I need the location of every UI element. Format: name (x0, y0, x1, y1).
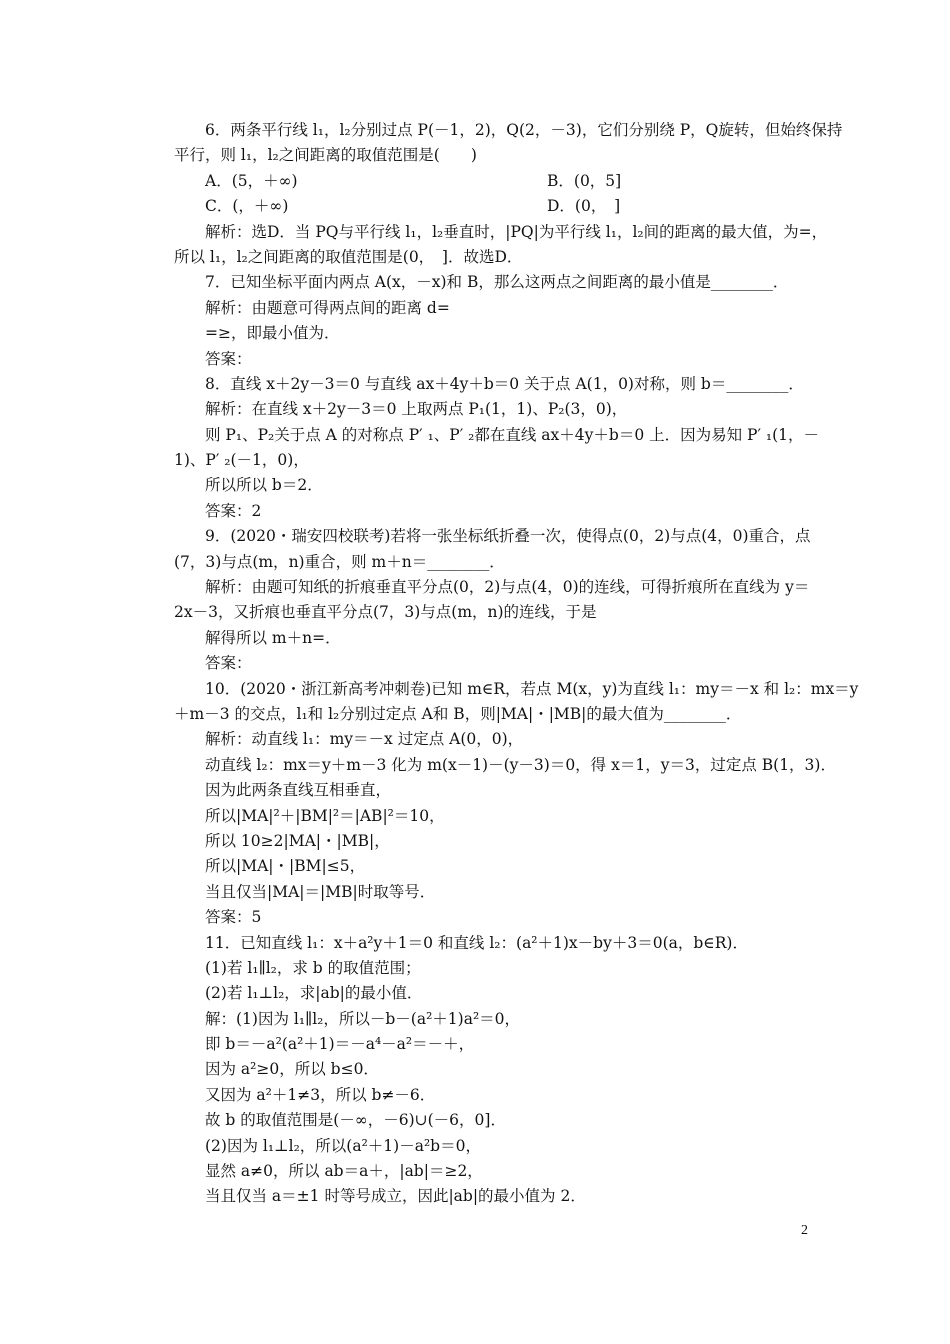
text-line: (2)若 l₁⊥l₂，求|ab|的最小值． (205, 984, 423, 1003)
options-row-cd (174, 194, 814, 219)
text-line: 当且仅当 a＝±1 时等号成立，因此|ab|的最小值为 2． (205, 1187, 586, 1206)
text-line: 所以|MA|・|BM|≤5， (205, 857, 366, 876)
text-line: 答案： (205, 349, 252, 368)
text-line: 所以 10≥2|MA|・|MB|， (205, 831, 390, 850)
text-line: 显然 a≠0，所以 ab＝a＋，|ab|＝≥2， (205, 1162, 483, 1181)
text-line: (1)若 l₁∥l₂，求 b 的取值范围； (205, 958, 421, 977)
text-line: 6．两条平行线 l₁，l₂分别过点 P(－1，2)，Q(2，－3)，它们分别绕 P，Q旋转，但始终保持 (205, 121, 843, 139)
text-line: 又因为 a²＋1≠3，所以 b≠－6． (205, 1085, 436, 1104)
text-line: 10．(2020・浙江新高考冲刺卷)已知 m∈R，若点 M(x，y)为直线 l₁：my＝－x 和 l₂：mx＝y (205, 679, 859, 698)
option-d: D．(0， ] (547, 197, 621, 216)
text-line: 平行，则 l₁，l₂之间距离的取值范围是( ) (174, 146, 477, 165)
text-line: ＋m－3 的交点，l₁和 l₂分别过定点 A和 B，则|MA|・|MB|的最大值为________． (174, 704, 742, 723)
text-line: 动直线 l₂：mx＝y＋m－3 化为 m(x－1)－(y－3)＝0，得 x＝1，y＝3，过定点 B(1，3)． (205, 755, 836, 774)
text-line: 7．已知坐标平面内两点 A(x，－x)和 B，那么这两点之间距离的最小值是________． (205, 273, 789, 292)
text-line: 解析：动直线 l₁：my＝－x 过定点 A(0，0)， (205, 730, 524, 749)
text-line: 即 b＝－a²(a²＋1)＝－a⁴－a²＝－＋， (205, 1035, 475, 1054)
text-line: =≥，即最小值为． (205, 324, 340, 343)
text-line: 解析：由题意可得两点间的距离 d= (205, 298, 450, 317)
text-line: 答案：5 (205, 908, 262, 927)
page-number: 2 (801, 1223, 808, 1238)
text-line: 答案：2 (205, 501, 262, 520)
text-line: 9．(2020・瑞安四校联考)若将一张坐标纸折叠一次，使得点(0，2)与点(4，0)重合，点 (205, 527, 811, 546)
options-row-ab (174, 169, 814, 194)
text-line: 则 P₁、P₂关于点 A 的对称点 P′ ₁、P′ ₂都在直线 ax＋4y＋b＝0 上．因为易知 P′ ₁(1，－ (205, 425, 820, 444)
text-line: 解析：由题可知纸的折痕垂直平分点(0，2)与点(4，0)的连线，可得折痕所在直线为 y＝ (205, 578, 810, 597)
text-line: 所以|MA|²＋|BM|²＝|AB|²＝10， (205, 806, 445, 825)
text-line: 11．已知直线 l₁：x＋a²y＋1＝0 和直线 l₂：(a²＋1)x－by＋3＝0(a，b∈R)． (205, 933, 748, 952)
option-b: B．(0，5] (547, 171, 622, 190)
text-line: 8．直线 x＋2y－3＝0 与直线 ax＋4y＋b＝0 关于点 A(1，0)对称，则 b＝________． (205, 374, 804, 393)
text-line: 解析：选D．当 PQ与平行线 l₁，l₂垂直时，|PQ|为平行线 l₁，l₂间的距离的最大值，为=， (205, 222, 828, 241)
text-line: 1)、P′ ₂(－1，0)， (174, 451, 309, 470)
text-line: 因为 a²≥0，所以 b≤0． (205, 1060, 379, 1079)
text-line: 答案： (205, 654, 252, 673)
text-line: 解得所以 m＋n=． (205, 628, 341, 647)
option-a: A．(5，＋∞) (205, 171, 298, 190)
text-line: 解析：在直线 x＋2y－3＝0 上取两点 P₁(1，1)、P₂(3，0)， (205, 400, 628, 419)
text-line: 因为此两条直线互相垂直， (205, 781, 392, 800)
text-line: 解：(1)因为 l₁∥l₂，所以－b－(a²＋1)a²＝0， (205, 1009, 521, 1028)
text-line: 2x－3，又折痕也垂直平分点(7，3)与点(m，n)的连线，于是 (174, 603, 597, 622)
text-line: 当且仅当|MA|＝|MB|时取等号． (205, 882, 436, 901)
option-c: C．(，＋∞) (205, 197, 289, 216)
text-line: 所以 l₁，l₂之间距离的取值范围是(0， ]．故选D． (174, 247, 523, 266)
text-line: (2)因为 l₁⊥l₂，所以(a²＋1)－a²b＝0， (205, 1136, 481, 1155)
page-content (174, 118, 859, 1210)
text-line: (7，3)与点(m，n)重合，则 m＋n＝________． (174, 552, 505, 571)
text-line: 故 b 的取值范围是(－∞，－6)∪(－6，0]． (205, 1111, 506, 1130)
text-line: 所以所以 b＝2． (205, 476, 323, 495)
